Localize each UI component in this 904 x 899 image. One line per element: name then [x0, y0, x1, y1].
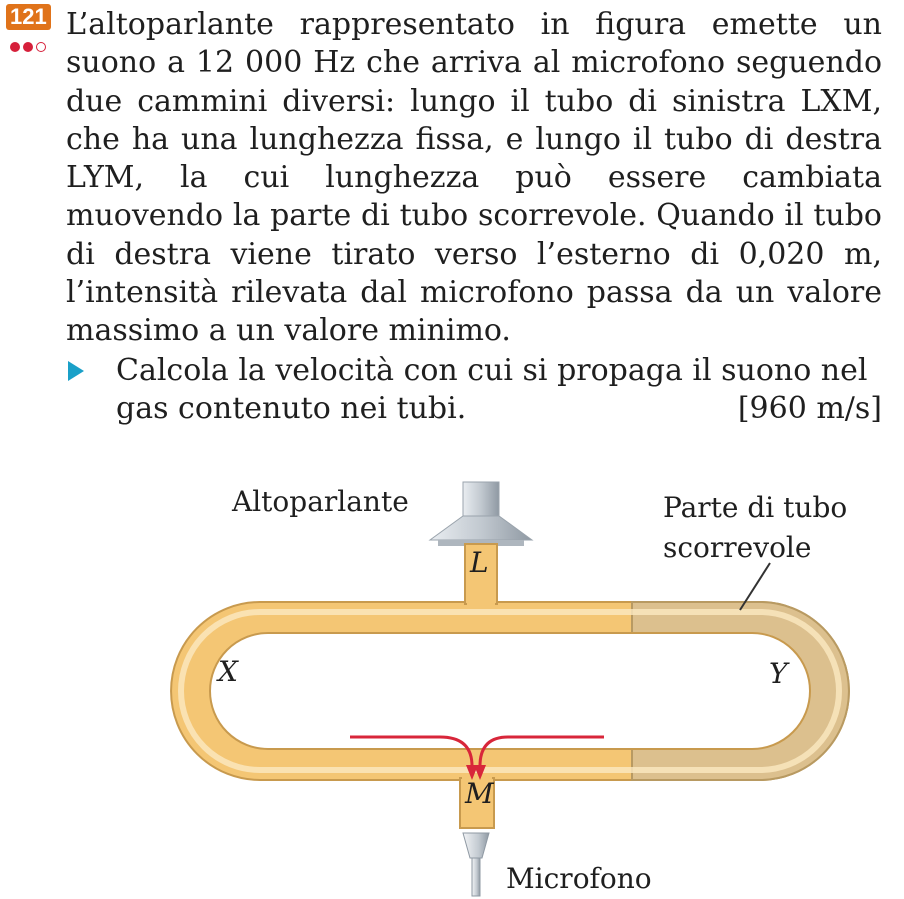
task-text: Calcola la velocità con cui si propaga il suono nel gas contenuto nei tubi.	[116, 353, 868, 427]
speaker-icon	[430, 482, 532, 546]
problem-text: L’altoparlante rappresentato in figura emette un suono a 12 000 Hz che arriva al microfono seguendo due cammini diversi: lungo il tubo di sinistra LXM, che ha una lunghezza fissa, e lungo il tubo di destra LYM, la cui lunghezza può essere cambiata muovendo la parte di tubo scorrevole. Quando il tubo di destra viene tirato verso l’esterno di 0,020 m, l’intensità rilevata dal microfono passa da un valore massimo a un valore minimo.	[66, 7, 892, 349]
label-X: X	[218, 655, 238, 688]
answer: [960 m/s]	[737, 391, 882, 426]
label-microphone: Microfono	[506, 862, 652, 895]
label-sliding-line1: Parte di tubo	[663, 491, 848, 524]
problem-number-badge: 121	[6, 4, 51, 30]
label-Y: Y	[769, 657, 788, 690]
label-speaker: Altoparlante	[232, 485, 409, 518]
label-M: M	[465, 777, 494, 810]
microphone-icon	[463, 833, 489, 896]
label-L: L	[470, 546, 489, 579]
label-sliding-line2: scorrevole	[663, 531, 812, 564]
tube-hole	[210, 633, 810, 749]
